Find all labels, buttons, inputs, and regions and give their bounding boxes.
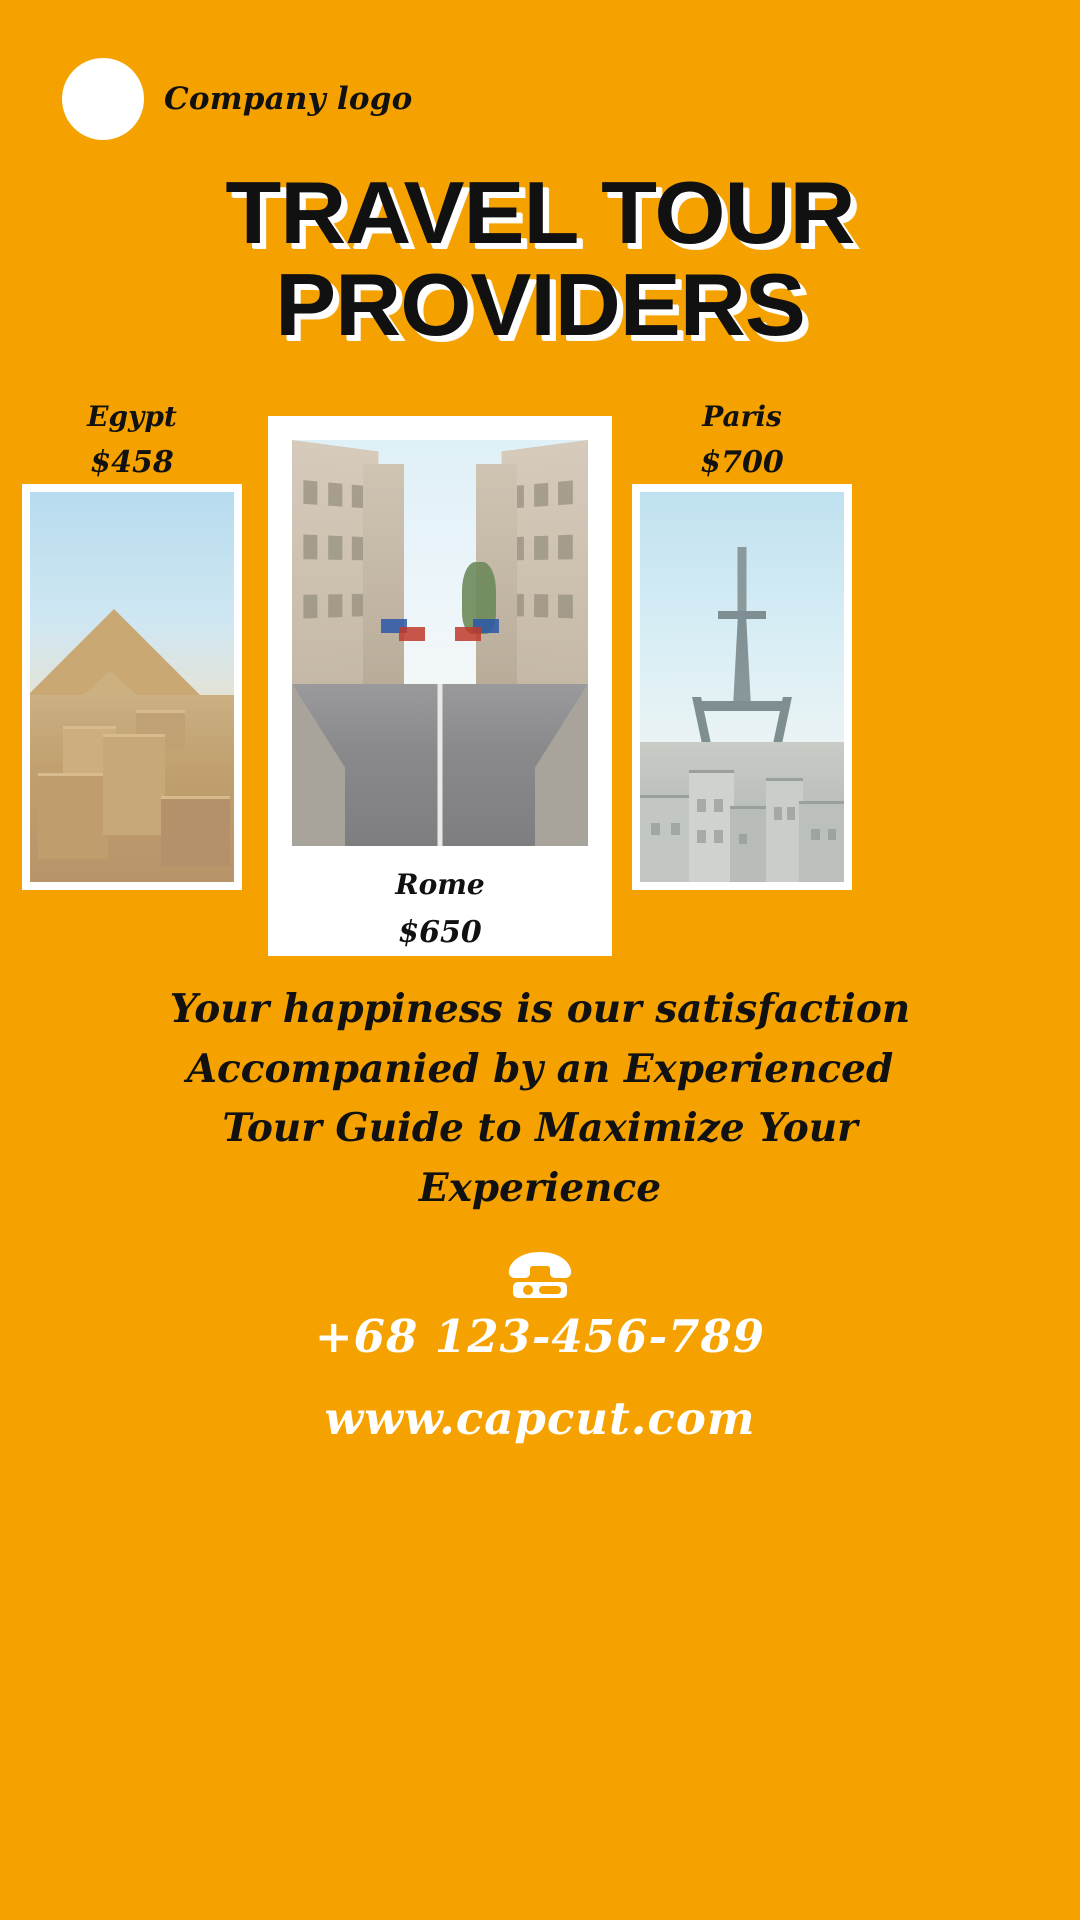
telephone-icon — [501, 1248, 579, 1302]
tagline — [120, 980, 960, 1219]
destination-caption-egypt — [12, 400, 252, 480]
tagline-line4: Experience — [418, 1164, 662, 1211]
destination-caption-paris — [622, 400, 862, 480]
brand-logo — [62, 58, 412, 140]
tagline-line2: Accompanied by an Experienced — [186, 1045, 894, 1092]
destination-caption-rome — [292, 868, 588, 950]
tagline-line1: Your happiness is our satisfaction — [169, 986, 911, 1032]
rome-street-photo — [292, 440, 588, 846]
page-title — [0, 163, 1080, 355]
destination-price-rome: $650 — [398, 915, 482, 950]
contact-website[interactable]: www.capcut.com — [324, 1392, 756, 1445]
page-title-line2: PROVIDERS — [275, 255, 805, 355]
destination-gallery — [0, 400, 1080, 980]
eiffel-tower-photo — [640, 492, 844, 882]
destination-card-paris[interactable] — [632, 484, 852, 890]
destination-place-egypt: Egypt — [87, 400, 177, 433]
destination-place-paris: Paris — [702, 400, 782, 433]
contact-phone[interactable]: +68 123-456-789 — [314, 1310, 766, 1363]
destination-place-rome: Rome — [395, 868, 485, 901]
destination-card-egypt[interactable] — [22, 484, 242, 890]
tagline-line3: Tour Guide to Maximize Your — [222, 1105, 858, 1152]
page-title-line1: TRAVEL TOUR — [225, 163, 855, 262]
pyramid-photo — [30, 492, 234, 882]
destination-price-egypt: $458 — [90, 445, 174, 480]
destination-price-paris: $700 — [700, 445, 784, 480]
circle-logo-icon — [62, 58, 144, 140]
destination-card-rome[interactable] — [268, 416, 612, 956]
company-logo-label: Company logo — [164, 81, 413, 117]
